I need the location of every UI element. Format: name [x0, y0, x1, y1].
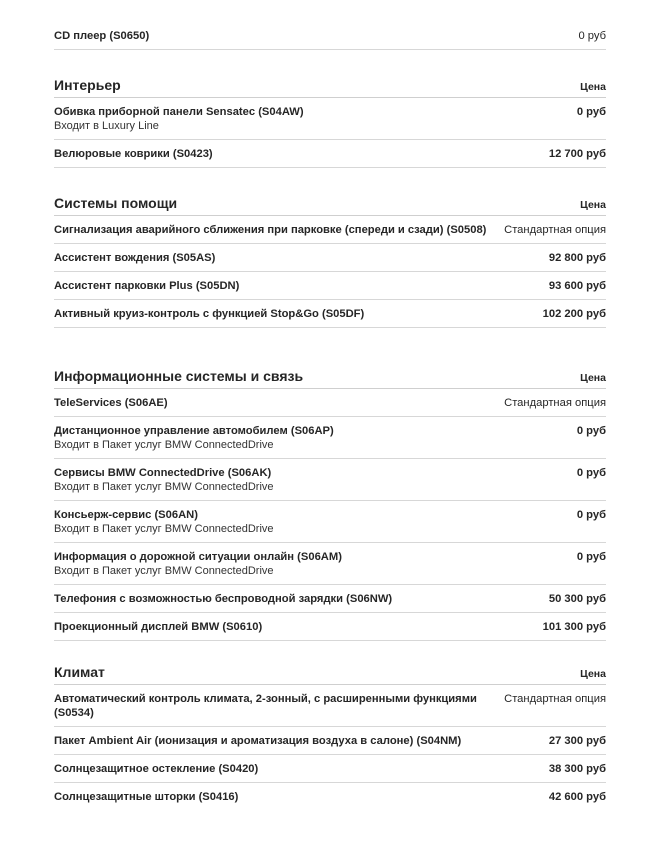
option-row — [54, 140, 606, 168]
option-row — [54, 543, 606, 585]
section-title: Климат — [54, 664, 105, 680]
section-header — [54, 663, 606, 685]
option-price: 0 руб — [576, 467, 606, 479]
option-name: Автоматический контроль климата, 2-зонный, с расширенными функциями (S0534) — [54, 693, 477, 719]
option-row — [54, 98, 606, 140]
option-price: 42 600 руб — [548, 791, 606, 803]
option-name-cell — [54, 550, 342, 578]
section-title: Информационные системы и связь — [54, 368, 304, 384]
option-price: 0 руб — [576, 106, 606, 118]
option-note: Входит в Luxury Line — [54, 120, 159, 132]
option-name: Солнцезащитные шторки (S0416) — [54, 791, 239, 803]
option-name-cell — [54, 790, 238, 804]
option-name: Активный круиз-контроль с функцией Stop&Go (S05DF) — [54, 308, 365, 320]
option-name: Солнцезащитное остекление (S0420) — [54, 763, 259, 775]
option-name-cell — [54, 29, 149, 43]
option-note: Входит в Пакет услуг BMW ConnectedDrive — [54, 439, 274, 451]
section-interior — [54, 76, 606, 168]
option-name: Дистанционное управление автомобилем (S06AP) — [54, 425, 334, 437]
option-row — [54, 727, 606, 755]
section-climate — [54, 663, 606, 810]
section-title: Системы помощи — [54, 195, 178, 211]
option-name: CD плеер (S0650) — [54, 30, 150, 42]
price-column-header: Цена — [580, 668, 606, 680]
option-name-cell — [54, 508, 274, 536]
option-row — [54, 216, 606, 244]
option-row — [54, 685, 606, 727]
option-price: 38 300 руб — [548, 763, 606, 775]
option-row — [54, 272, 606, 300]
option-name: Ассистент вождения (S05AS) — [54, 252, 216, 264]
option-name-cell — [54, 592, 392, 606]
option-row — [54, 389, 606, 417]
section-header — [54, 194, 606, 216]
price-column-header: Цена — [580, 81, 606, 93]
option-name: Сервисы BMW ConnectedDrive (S06AK) — [54, 467, 272, 479]
section-assistance — [54, 194, 606, 328]
option-price: 0 руб — [576, 425, 606, 437]
option-price: 50 300 руб — [548, 593, 606, 605]
option-row — [54, 585, 606, 613]
section-header — [54, 367, 606, 389]
option-name-cell — [54, 466, 274, 494]
option-price: 92 800 руб — [548, 252, 606, 264]
option-name: Сигнализация аварийного сближения при парковке (спереди и сзади) (S0508) — [54, 224, 487, 236]
option-name: TeleServices (S06AE) — [54, 397, 168, 409]
section-title: Интерьер — [54, 77, 121, 93]
option-note: Входит в Пакет услуг BMW ConnectedDrive — [54, 565, 274, 577]
option-price: 93 600 руб — [548, 280, 606, 292]
option-price: 0 руб — [578, 30, 606, 42]
option-name-cell — [54, 424, 334, 452]
option-name-cell — [54, 147, 213, 161]
price-column-header: Цена — [580, 372, 606, 384]
option-row — [54, 755, 606, 783]
section-header — [54, 76, 606, 98]
top-section — [54, 22, 606, 50]
option-price: 101 300 руб — [542, 621, 606, 633]
option-name: Обивка приборной панели Sensatec (S04AW) — [54, 106, 304, 118]
option-name: Консьерж-сервис (S06AN) — [54, 509, 198, 521]
option-price: Стандартная опция — [504, 224, 606, 236]
option-row — [54, 783, 606, 810]
option-price: 27 300 руб — [548, 735, 606, 747]
option-note: Входит в Пакет услуг BMW ConnectedDrive — [54, 523, 274, 535]
option-name: Ассистент парковки Plus (S05DN) — [54, 280, 240, 292]
option-row — [54, 22, 606, 50]
section-infotainment — [54, 367, 606, 641]
option-note: Входит в Пакет услуг BMW ConnectedDrive — [54, 481, 274, 493]
option-name: Проекционный дисплей BMW (S0610) — [54, 621, 263, 633]
option-name-cell — [54, 734, 461, 748]
option-row — [54, 300, 606, 328]
option-name-cell — [54, 762, 258, 776]
price-column-header: Цена — [580, 199, 606, 211]
option-name-cell — [54, 279, 239, 293]
option-row — [54, 244, 606, 272]
option-name-cell — [54, 251, 215, 265]
option-row — [54, 417, 606, 459]
option-name-cell — [54, 105, 304, 133]
option-price: Стандартная опция — [504, 397, 606, 409]
option-name: Пакет Ambient Air (ионизация и ароматизация воздуха в салоне) (S04NM) — [54, 735, 462, 747]
option-name-cell — [54, 692, 499, 720]
option-row — [54, 613, 606, 641]
option-price: 0 руб — [576, 551, 606, 563]
option-name-cell — [54, 620, 262, 634]
option-price: Стандартная опция — [504, 693, 606, 705]
option-name-cell — [54, 307, 364, 321]
option-row — [54, 501, 606, 543]
option-name: Телефония с возможностью беспроводной зарядки (S06NW) — [54, 593, 393, 605]
option-price: 102 200 руб — [542, 308, 606, 320]
option-row — [54, 459, 606, 501]
option-price: 0 руб — [576, 509, 606, 521]
option-name-cell — [54, 223, 486, 237]
option-price: 12 700 руб — [548, 148, 606, 160]
option-name: Информация о дорожной ситуации онлайн (S06AM) — [54, 551, 342, 563]
option-name-cell — [54, 396, 168, 410]
option-name: Велюровые коврики (S0423) — [54, 148, 213, 160]
